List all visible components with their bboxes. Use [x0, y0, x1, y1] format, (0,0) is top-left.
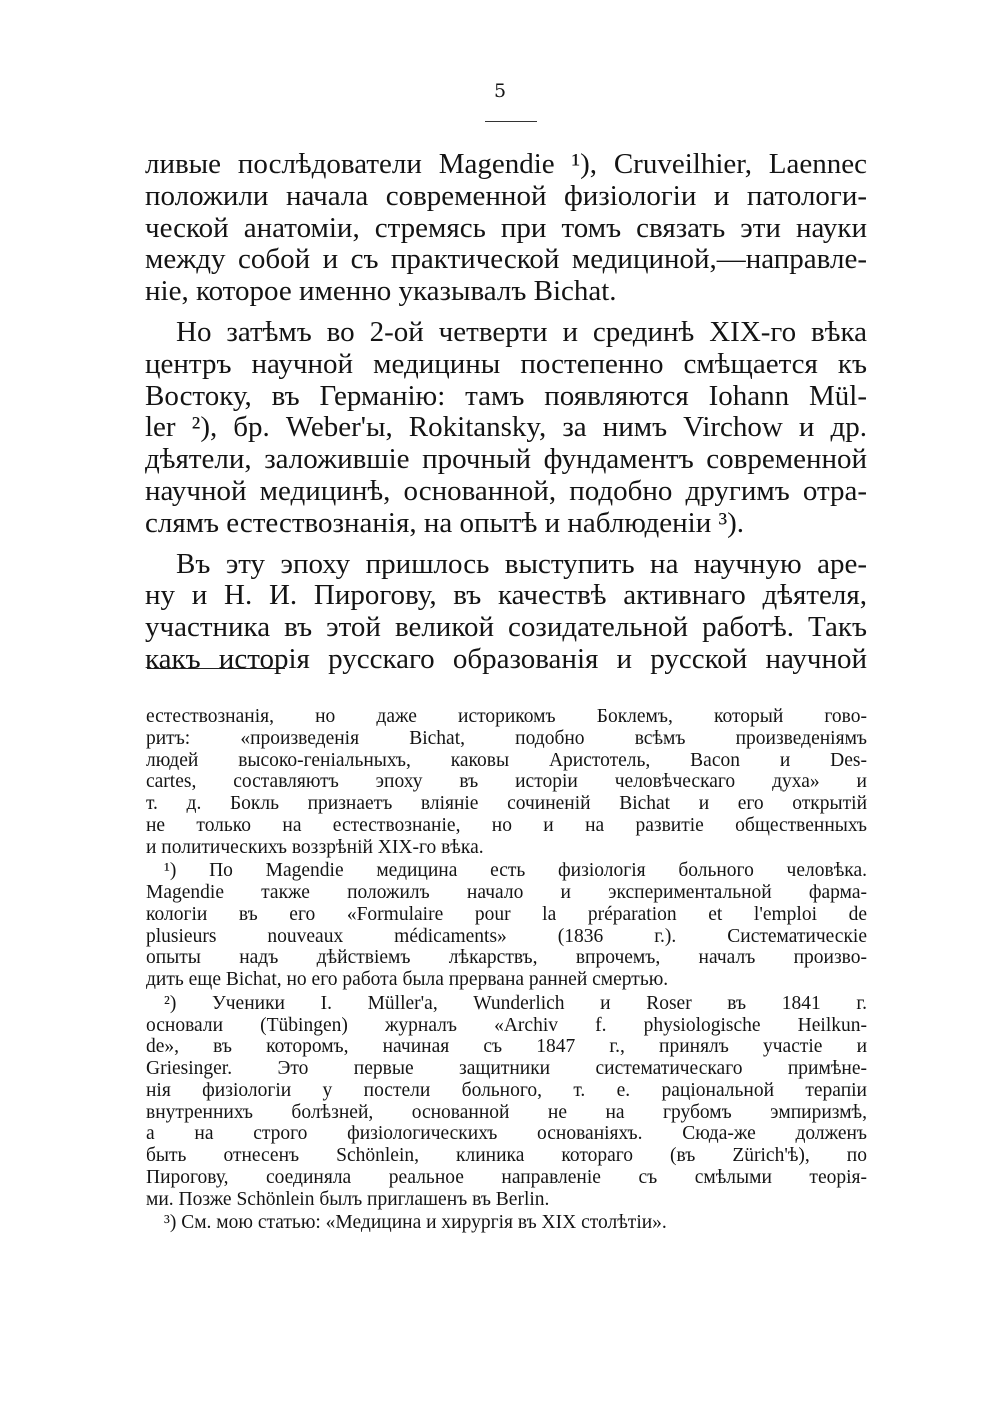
- text-line: научной медицинѣ, основанной, подобно другимъ отра-: [145, 474, 867, 507]
- footnote-line: внутреннихъ болѣзней, основанной не на грубомъ эмпиризмѣ,: [146, 1101, 867, 1123]
- footnote-line: Griesinger. Это первые защитники систематическаго примѣне-: [146, 1058, 867, 1079]
- footnote-line: ³) См. мою статью: «Медицина и хирургія въ XIX столѣтіи».: [164, 1212, 667, 1234]
- footnote-line: de», въ которомъ, начиная съ 1847 г., принялъ участіе и: [146, 1036, 867, 1058]
- main-text: [145, 149, 867, 676]
- text-line: слямъ естествознанія, на опытѣ и наблюденіи ³).: [145, 506, 745, 539]
- footnote-line: нія физіологіи у постели больного, т. е. раціональной терапіи: [146, 1079, 867, 1101]
- footnote-line: быть отнесенъ Schönlein, клиника котораго (въ Zürich'ѣ), по: [146, 1145, 867, 1166]
- footnote-line: а на строго физіологическихъ основаніяхъ. Сюда-же долженъ: [146, 1123, 867, 1145]
- footnote-line: не только на естествознаніе, но и на развитіе общественныхъ: [146, 814, 867, 836]
- footnote-line: ми. Позже Schönlein былъ приглашенъ въ Berlin.: [146, 1188, 550, 1210]
- text-line: между собой и съ практической медициной,—направле-: [145, 243, 867, 276]
- footnote-line: т. д. Бокль признаетъ вліяніе сочиненій Bichat и его открытій: [146, 793, 867, 814]
- footnote-line: ¹) По Magendie медицина есть физіологія больного человѣка.: [164, 860, 867, 882]
- footnote-rule: [147, 668, 285, 669]
- text-line: центръ научной медицины постепенно смѣщается къ: [145, 347, 867, 380]
- footnote-line: Пирогову, соединяла реальное направленіе съ смѣлыми теорія-: [146, 1166, 867, 1188]
- text-line: ливые послѣдователи Magendie ¹), Cruveilhier, Laennec: [145, 148, 867, 180]
- footnote-line: cartes, составляютъ эпоху въ исторіи человѣческаго духа» и: [146, 771, 867, 793]
- footnote-line: дить еще Bichat, но его работа была прервана ранней смертью.: [146, 969, 669, 990]
- footnote-line: опыты надъ дѣйствіемъ лѣкарствъ, впрочемъ, началъ произво-: [146, 947, 867, 969]
- text-line: ler ²), бр. Weber'ы, Rokitansky, за нимъ Virchow и др.: [145, 411, 867, 444]
- footnote-line: кологіи въ его «Formulaire pour la préparation et l'emploi de: [146, 903, 867, 925]
- footnote-line: основали (Tübingen) журналъ «Archiv f. physiologische Heilkun-: [146, 1014, 867, 1036]
- text-line: какъ исторія русскаго образованія и русской научной: [145, 642, 867, 675]
- page-number: 5: [493, 80, 507, 102]
- footnote-line: людей высоко-геніальныхъ, каковы Аристотель, Bacon и Des-: [146, 749, 867, 771]
- footnotes: [146, 706, 867, 1234]
- footnote-line: Magendie также положилъ начало и экспериментальной фарма-: [146, 882, 867, 903]
- text-line: Въ эту эпоху пришлось выступить на научную аре-: [176, 547, 867, 580]
- footnote-line: plusieurs nouveaux médicaments» (1836 г.). Систематическіе: [146, 925, 867, 947]
- text-line: Но затѣмъ во 2-ой четверти и срединѣ XIX-го вѣка: [176, 315, 867, 348]
- text-line: Востоку, въ Германію: тамъ появляются Iohann Mül-: [145, 379, 867, 412]
- text-line: положили начала современной физіологіи и патологи-: [145, 179, 867, 212]
- footnote-line: ритъ: «произведенія Bichat, подобно всѣмъ произведеніямъ: [146, 727, 867, 749]
- text-line: дѣятели, заложившіе прочный фундаментъ современной: [145, 443, 867, 476]
- text-line: участника въ этой великой созидательной работѣ. Такъ: [145, 611, 867, 644]
- text-line: ческой анатоміи, стремясь при томъ связать эти науки: [145, 211, 867, 244]
- text-line: ніе, которое именно указывалъ Bichat.: [145, 275, 617, 308]
- footnote-line: и политическихъ воззрѣній XIX-го вѣка.: [146, 836, 484, 858]
- footnote-line: естествознанія, но даже историкомъ Боклемъ, который гово-: [146, 706, 867, 727]
- header-rule: [485, 121, 537, 122]
- text-line: ну и Н. И. Пирогову, въ качествѣ активнаго дѣятеля,: [145, 579, 867, 612]
- footnote-line: ²) Ученики I. Müller'а, Wunderlich и Roser въ 1841 г.: [164, 992, 867, 1014]
